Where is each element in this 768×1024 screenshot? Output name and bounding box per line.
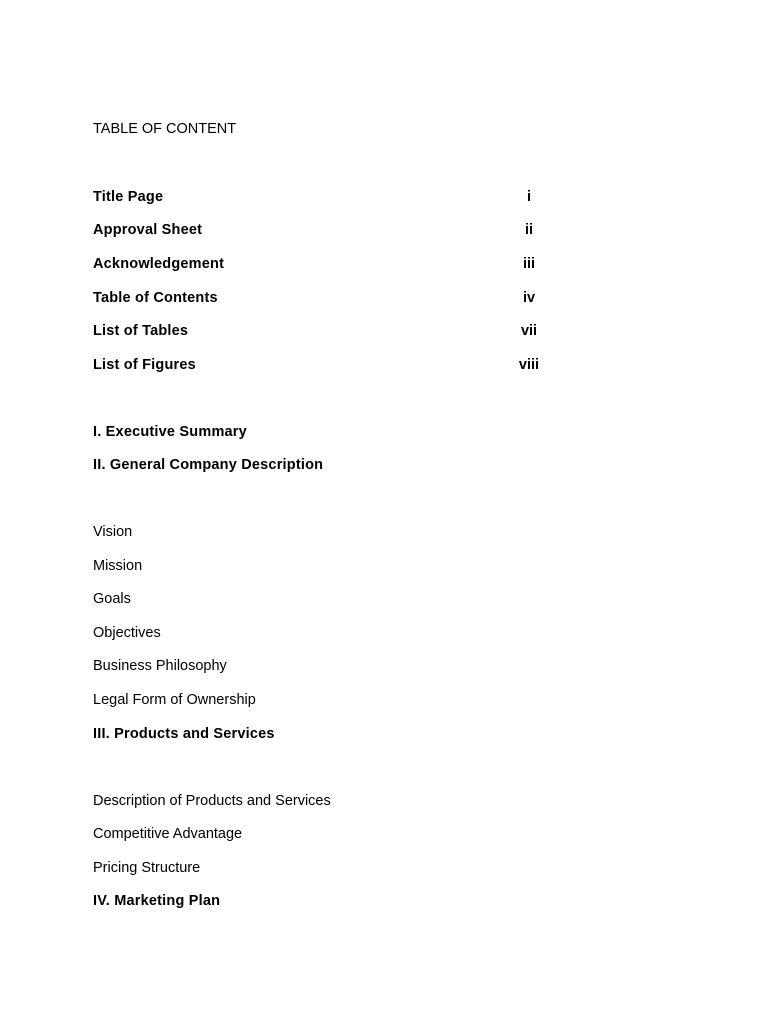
toc-entry-page: vii xyxy=(520,323,538,339)
toc-entry-page: iii xyxy=(522,256,536,272)
toc-subitem: Pricing Structure xyxy=(93,860,201,876)
section-heading-marketing-plan: IV. Marketing Plan xyxy=(93,893,221,909)
toc-entry-label: Acknowledgement xyxy=(93,256,225,272)
section-heading-general-company: II. General Company Description xyxy=(93,457,324,473)
toc-entry-page: iv xyxy=(522,290,536,306)
toc-subitem: Goals xyxy=(93,591,131,607)
toc-subitem: Legal Form of Ownership xyxy=(93,692,256,708)
section-heading-products-services: III. Products and Services xyxy=(93,726,275,742)
toc-entry-label: List of Figures xyxy=(93,357,196,373)
toc-entry-page: viii xyxy=(518,357,540,373)
toc-heading: TABLE OF CONTENT xyxy=(93,121,237,137)
toc-subitem: Description of Products and Services xyxy=(93,793,331,809)
toc-entry-label: Table of Contents xyxy=(93,290,218,306)
toc-entry-page: i xyxy=(526,189,532,205)
section-heading-executive-summary: I. Executive Summary xyxy=(93,424,247,440)
toc-entry-label: List of Tables xyxy=(93,323,189,339)
toc-entry-page: ii xyxy=(524,222,534,238)
toc-subitem: Business Philosophy xyxy=(93,658,227,674)
toc-entry-label: Title Page xyxy=(93,189,164,205)
toc-subitem: Competitive Advantage xyxy=(93,826,243,842)
toc-subitem: Vision xyxy=(93,524,133,540)
toc-subitem: Mission xyxy=(93,558,143,574)
toc-entry-label: Approval Sheet xyxy=(93,222,203,238)
toc-subitem: Objectives xyxy=(93,625,161,641)
